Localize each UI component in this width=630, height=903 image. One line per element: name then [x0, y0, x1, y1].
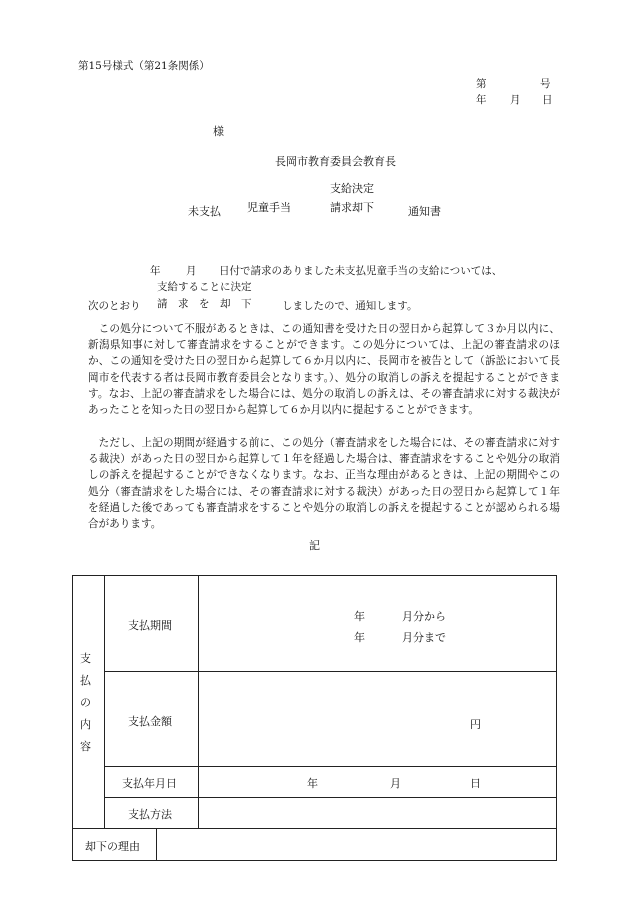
paragraph-proviso: ただし、上記の期間が経過する前に、この処分（審査請求をした場合には、その審査請求に対する裁決）があった日の翌日から起算して１年を経過した場合は、審査請求をすることや処分の取消しの訴えを提起することができなくなります。なお、正当な理由があるときは、上記の期間やこの処分（審査請求をした場合には、その審査請求に対する裁決）があった日の翌日から起算して１年を経過した後であっても審査請求をすることや処分の取消しの訴えを提起することが認められる場合があります。	[88, 437, 560, 531]
lead-next: 次のとおり	[88, 300, 141, 312]
heading-unpaid: 未支払	[188, 205, 221, 218]
period-label: 支払期間	[128, 619, 172, 632]
doc-number-prefix: 第	[476, 78, 487, 90]
intro-year: 年	[150, 265, 161, 277]
reason-input-area[interactable]	[158, 830, 555, 859]
date-month: 月	[510, 94, 521, 106]
heading-decision-reject: 請求却下	[330, 201, 374, 214]
recipient-honorific: 様	[213, 125, 224, 138]
date-field-year[interactable]: 年	[307, 777, 318, 790]
heading-decision-payment: 支給決定	[330, 182, 374, 195]
date-label: 支払年月日	[122, 777, 177, 790]
group-label-char: 払	[80, 674, 91, 687]
period-to-year[interactable]: 年	[354, 631, 365, 644]
option-payment: 支給することに決定	[157, 281, 252, 293]
group-label-char: の	[80, 696, 91, 709]
amount-label: 支払金額	[128, 715, 172, 728]
ki-mark: 記	[309, 539, 320, 552]
closing-text: しましたので、通知します。	[282, 300, 418, 312]
amount-unit[interactable]: 円	[470, 718, 481, 731]
date-day: 日	[542, 94, 553, 106]
group-label-char: 容	[80, 740, 91, 753]
period-to-month[interactable]: 月分まで	[402, 631, 446, 644]
heading-child-allowance: 児童手当	[247, 201, 291, 214]
sender-title: 長岡市教育委員会教育長	[275, 155, 396, 168]
date-field-day[interactable]: 日	[470, 777, 481, 790]
paragraph-appeal: この処分について不服があるときは、この通知書を受けた日の翌日から起算して３か月以内に、新潟県知事に対して審査請求をすることができます。この処分については、上記の審査請求のほか、この通知を受けた日の翌日から起算して６か月以内に、長岡市を被告として（訴訟において長岡市を代表する者は長岡市教育委員会となります。）、処分の取消しの訴えを提起することができます。なお、上記の審査請求をした場合には、処分の取消しの訴えは、その審査請求に対する裁決があったことを知った日の翌日から起算して６か月以内に提起することができます。	[88, 323, 560, 417]
option-reject: 請 求 を 却 下	[157, 298, 252, 310]
heading-notice: 通知書	[408, 205, 441, 218]
reason-label: 却下の理由	[85, 840, 140, 853]
group-label-char: 内	[80, 718, 91, 731]
period-from-year[interactable]: 年	[354, 610, 365, 623]
doc-number-suffix: 号	[540, 78, 551, 90]
method-label: 支払方法	[128, 808, 172, 821]
date-field-month[interactable]: 月	[390, 777, 401, 790]
period-from-month[interactable]: 月分から	[402, 610, 446, 623]
intro-month: 月	[186, 265, 197, 277]
method-input-area[interactable]	[200, 799, 555, 827]
form-number: 第15号様式（第21条関係）	[78, 60, 210, 72]
group-label-char: 支	[80, 652, 91, 665]
intro-rest: 日付で請求のありました未支払児童手当の支給については、	[219, 265, 503, 277]
date-year: 年	[476, 94, 487, 106]
